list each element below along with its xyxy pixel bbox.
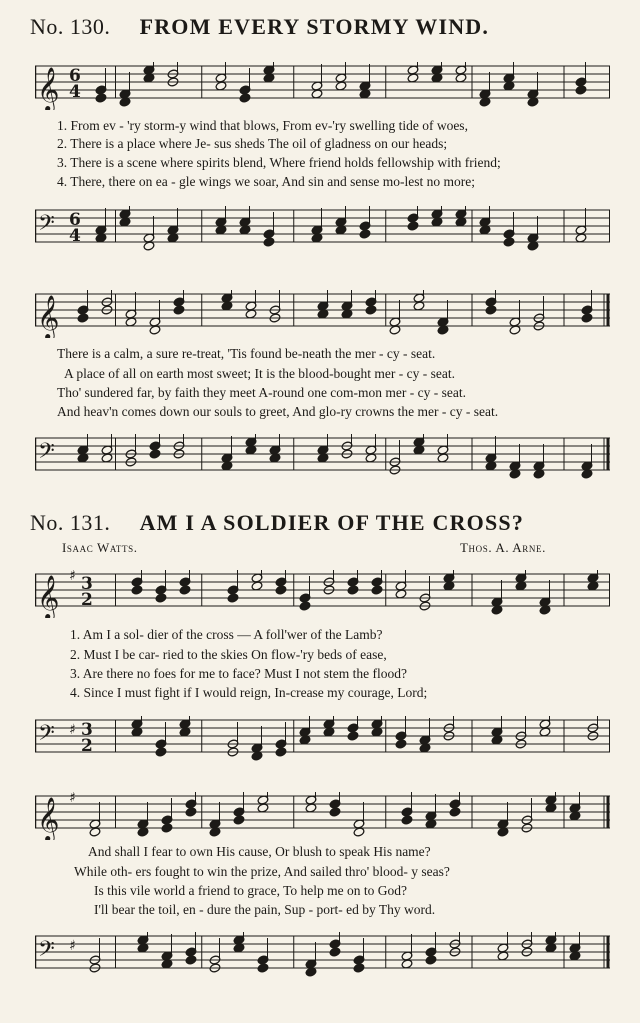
- bass-clef-icon: 𝄢: [38, 721, 55, 751]
- key-signature-sharp-icon: ♯: [69, 792, 76, 806]
- treble-staff: [35, 290, 610, 338]
- treble-staff: [35, 62, 610, 110]
- staff-drawing: [35, 206, 610, 254]
- bass-clef-icon: 𝄢: [38, 937, 55, 967]
- hymn-number: No. 131.: [30, 510, 111, 535]
- treble-clef-icon: 𝄞: [37, 295, 60, 338]
- bass-staff: [35, 434, 610, 474]
- bass-staff: [35, 932, 610, 972]
- verse-line: 2. There is a place where Je- sus sheds The oil of gladness on our heads;: [57, 136, 448, 151]
- time-signature: 3: [81, 574, 93, 594]
- verse-line: 3. Are there no foes for me to face? Must I not stem the flood?: [70, 666, 408, 681]
- treble-clef-icon: 𝄞: [37, 67, 60, 110]
- hymn-title-131: [30, 510, 524, 536]
- author-credit: Isaac Watts.: [62, 540, 138, 555]
- staff-drawing: [35, 434, 610, 482]
- verse-line: Is this vile world a friend to grace, To help me on to God?: [94, 883, 407, 898]
- bass-clef-icon: 𝄢: [38, 211, 55, 241]
- verse-line: 2. Must I be car- ried to the skies On flow-'ry beds of ease,: [70, 647, 387, 662]
- time-signature: 2: [81, 736, 93, 756]
- time-signature: 4: [69, 82, 81, 102]
- time-signature: 6: [69, 210, 81, 230]
- treble-clef-icon: 𝄞: [37, 575, 60, 618]
- verse-line: And shall I fear to own His cause, Or blush to speak His name?: [88, 844, 431, 859]
- hymn-name: FROM EVERY STORMY WIND.: [139, 14, 490, 39]
- key-signature-sharp-icon: ♯: [69, 722, 76, 738]
- bass-clef-icon: 𝄢: [38, 439, 55, 469]
- verse-line: 3. There is a scene where spirits blend, Where friend holds fellowship with friend;: [57, 155, 501, 170]
- hymn-number: No. 130.: [30, 14, 111, 39]
- verse-line: 1. From ev - 'ry storm-y wind that blows, From ev-'ry swelling tide of woes,: [57, 118, 468, 133]
- treble-clef-icon: 𝄞: [37, 797, 60, 840]
- bass-staff: [35, 206, 610, 246]
- hymn-title-130: [30, 14, 489, 40]
- time-signature: 4: [69, 226, 81, 246]
- verse-line: While oth- ers fought to win the prize, And sailed thro' blood- y seas?: [74, 864, 450, 879]
- verse-line: There is a calm, a sure re-treat, 'Tis found be-neath the mer - cy - seat.: [57, 346, 436, 361]
- hymn-name: AM I A SOLDIER OF THE CROSS?: [139, 510, 525, 535]
- time-signature: 2: [81, 590, 93, 610]
- staff-drawing: [35, 716, 610, 764]
- staff-drawing: [35, 932, 610, 980]
- verse-line: And heav'n comes down our souls to greet, And glo-ry crowns the mer - cy - seat.: [57, 404, 499, 419]
- staff-drawing: [35, 570, 610, 618]
- composer-credit: Thos. A. Arne.: [460, 540, 546, 555]
- bass-staff: [35, 716, 610, 756]
- time-signature: 3: [81, 720, 93, 740]
- treble-staff: [35, 792, 610, 840]
- verse-line: Tho' sundered far, by faith they meet A-round one com-mon mer - cy - seat.: [57, 385, 467, 400]
- staff-drawing: [35, 792, 610, 840]
- verse-line: 4. There, there on ea - gle wings we soar, And sin and sense mo-lest no more;: [57, 174, 475, 189]
- key-signature-sharp-icon: ♯: [69, 570, 76, 584]
- verse-line: 1. Am I a sol- dier of the cross — A foll'wer of the Lamb?: [70, 627, 383, 642]
- key-signature-sharp-icon: ♯: [69, 938, 76, 954]
- verse-line: 4. Since I must fight if I would reign, In-crease my courage, Lord;: [70, 685, 428, 700]
- time-signature: 6: [69, 66, 81, 86]
- treble-staff: [35, 570, 610, 618]
- staff-drawing: [35, 62, 610, 110]
- staff-drawing: [35, 290, 610, 338]
- verse-line: I'll bear the toil, en - dure the pain, Sup - port- ed by Thy word.: [94, 902, 436, 917]
- verse-line: A place of all on earth most sweet; It is the blood-bought mer - cy - seat.: [64, 366, 456, 381]
